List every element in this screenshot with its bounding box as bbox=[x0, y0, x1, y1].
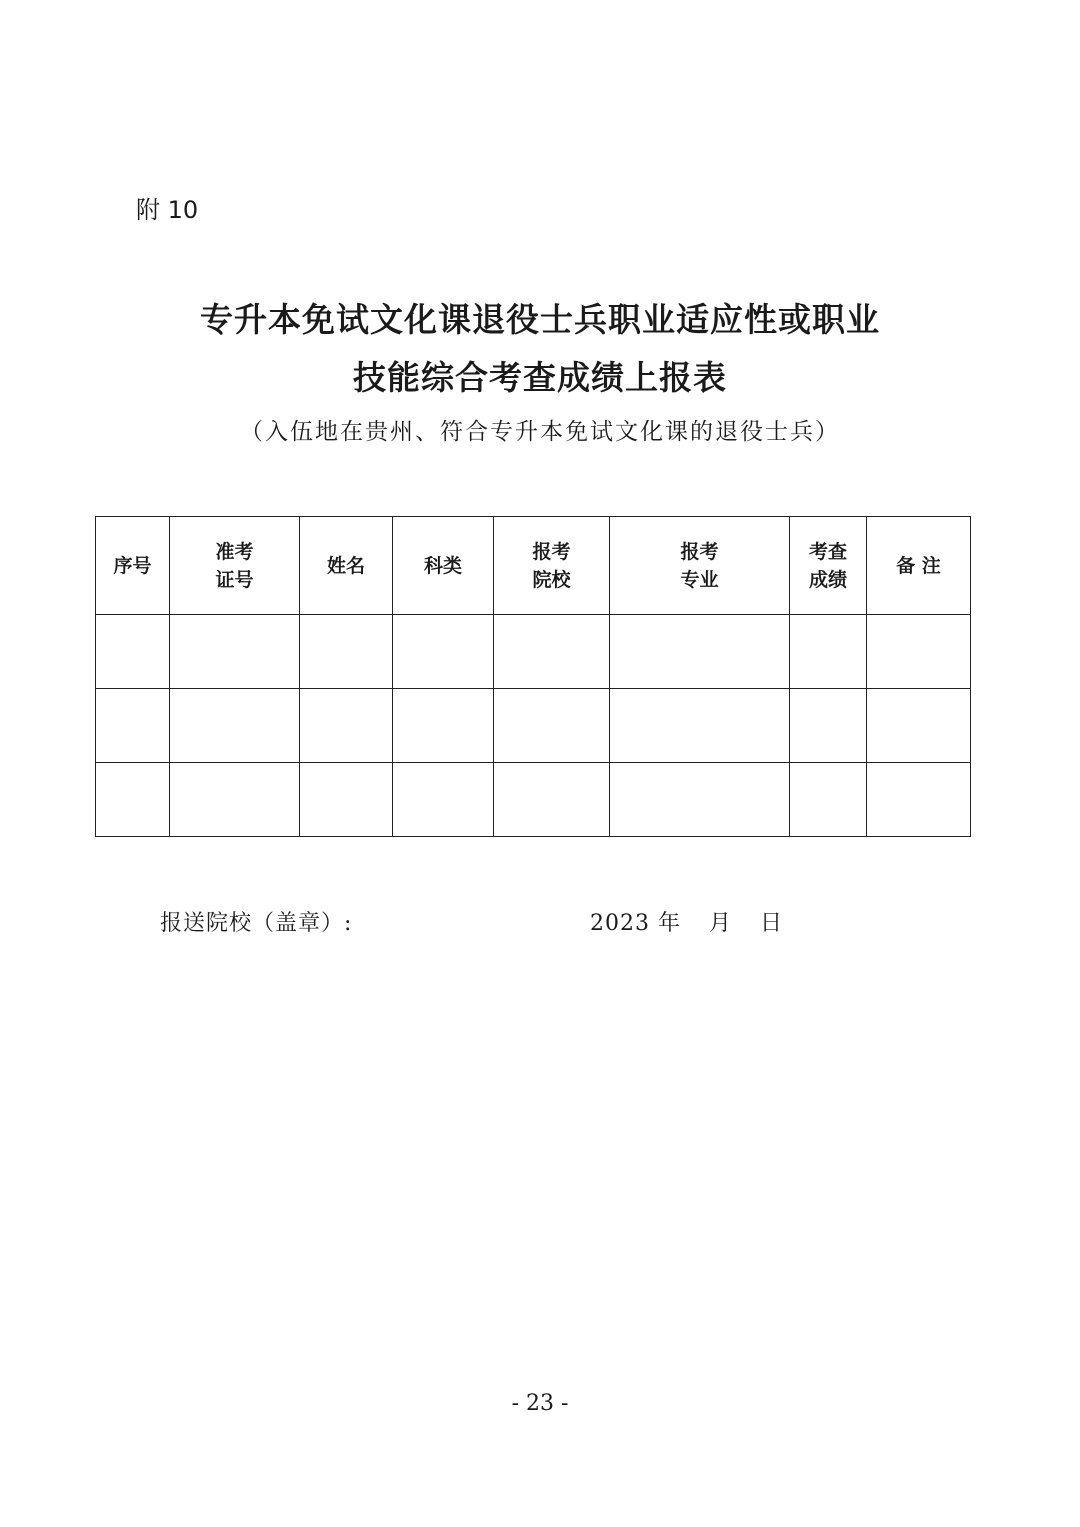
header-text: 科类 bbox=[423, 554, 462, 577]
table-cell bbox=[96, 615, 170, 689]
table-cell bbox=[610, 763, 790, 837]
date-year-unit: 年 bbox=[658, 911, 682, 936]
table-cell bbox=[300, 763, 393, 837]
header-text: 报考 bbox=[532, 540, 571, 563]
table-row bbox=[96, 615, 971, 689]
table-cell bbox=[790, 615, 867, 689]
table-cell bbox=[494, 615, 610, 689]
table-row bbox=[96, 689, 971, 763]
table-cell bbox=[96, 763, 170, 837]
table-cell bbox=[393, 615, 494, 689]
table-row bbox=[96, 763, 971, 837]
header-applied-school bbox=[494, 517, 610, 615]
header-text: 报考 bbox=[680, 540, 719, 563]
header-text: 序号 bbox=[113, 554, 152, 577]
header-name bbox=[300, 517, 393, 615]
header-remarks bbox=[867, 517, 971, 615]
header-admission-ticket-number bbox=[170, 517, 300, 615]
table-cell bbox=[170, 763, 300, 837]
page-number: - 23 - bbox=[511, 1391, 569, 1416]
header-text: 证号 bbox=[215, 568, 254, 591]
table-cell bbox=[790, 689, 867, 763]
header-text: 院校 bbox=[532, 568, 571, 591]
header-assessment-score bbox=[790, 517, 867, 615]
header-text: 准考 bbox=[215, 540, 254, 563]
table-cell bbox=[494, 763, 610, 837]
table-cell bbox=[300, 689, 393, 763]
header-text: 备 注 bbox=[896, 554, 941, 577]
table-cell bbox=[170, 615, 300, 689]
table-cell bbox=[610, 689, 790, 763]
table-cell bbox=[867, 615, 971, 689]
submission-date bbox=[590, 906, 783, 942]
header-text: 考查 bbox=[808, 540, 847, 563]
table-cell bbox=[300, 615, 393, 689]
date-day-unit: 日 bbox=[760, 911, 784, 936]
table-cell bbox=[867, 689, 971, 763]
table-cell bbox=[867, 763, 971, 837]
table-cell bbox=[393, 763, 494, 837]
submitting-school-seal-label: 报送院校（盖章）: bbox=[160, 911, 353, 936]
table-cell bbox=[790, 763, 867, 837]
document-title-line-2: 技能综合考查成绩上报表 bbox=[353, 358, 727, 397]
header-applied-major bbox=[610, 517, 790, 615]
header-serial-number bbox=[96, 517, 170, 615]
header-text: 姓名 bbox=[326, 554, 365, 577]
header-text: 专业 bbox=[680, 568, 719, 591]
header-subject-category bbox=[393, 517, 494, 615]
score-report-table bbox=[95, 516, 971, 837]
date-month-unit: 月 bbox=[709, 911, 733, 936]
header-text: 成绩 bbox=[808, 568, 847, 591]
document-subtitle: （入伍地在贵州、符合专升本免试文化课的退役士兵） bbox=[240, 419, 840, 445]
table-cell bbox=[393, 689, 494, 763]
document-title-line-1: 专升本免试文化课退役士兵职业适应性或职业 bbox=[200, 300, 880, 339]
table-cell bbox=[610, 615, 790, 689]
attachment-label: 附 10 bbox=[136, 196, 199, 224]
date-year: 2023 bbox=[590, 911, 650, 936]
table-header-row bbox=[96, 517, 971, 615]
table-cell bbox=[96, 689, 170, 763]
table-cell bbox=[494, 689, 610, 763]
table-cell bbox=[170, 689, 300, 763]
